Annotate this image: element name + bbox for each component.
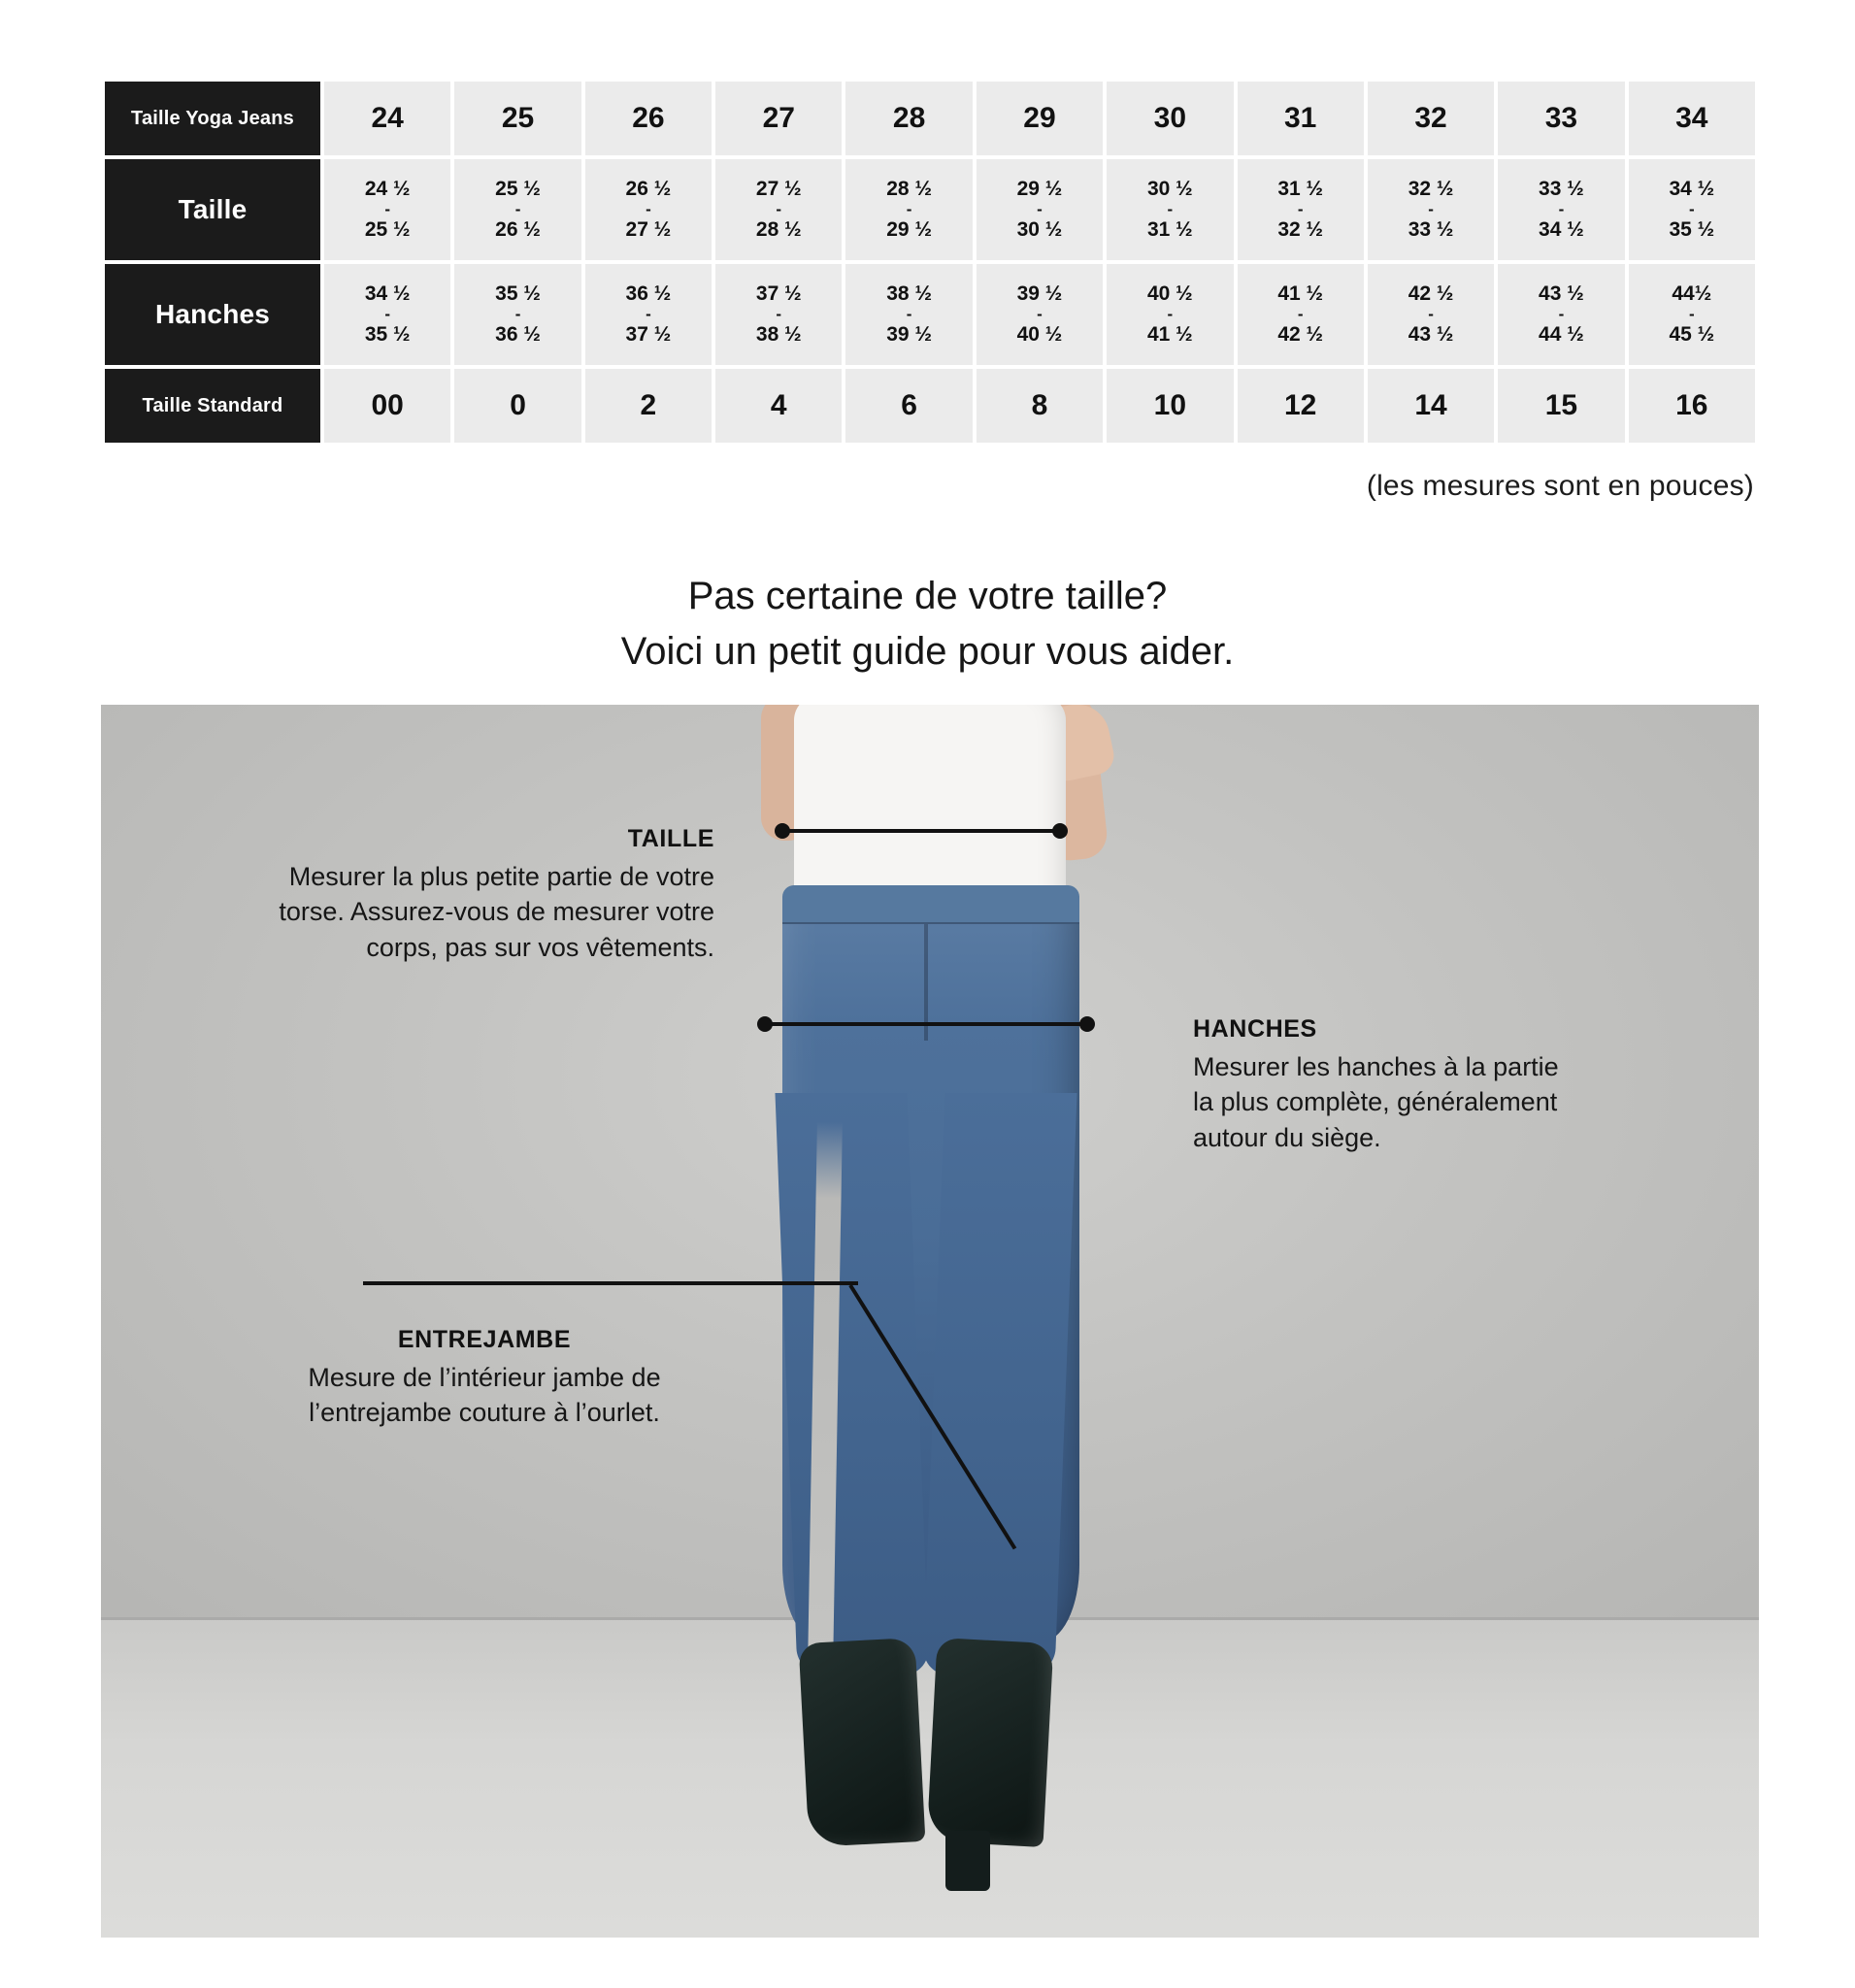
cell-hips-range: 39 ½ - 40 ½: [977, 264, 1103, 365]
waist-point-left: [775, 823, 790, 839]
callout-waist-title: TAILLE: [627, 825, 714, 852]
cell-waist-range: 33 ½ - 34 ½: [1498, 159, 1624, 260]
cell-yoga-size: 30: [1107, 82, 1233, 155]
cell-standard-size: 8: [977, 369, 1103, 443]
cell-standard-size: 6: [845, 369, 972, 443]
cell-waist-range: 24 ½ - 25 ½: [324, 159, 450, 260]
cell-yoga-size: 27: [715, 82, 842, 155]
waist-point-right: [1052, 823, 1068, 839]
cell-standard-size: 2: [585, 369, 712, 443]
cell-hips-range: 38 ½ - 39 ½: [845, 264, 972, 365]
model-left-boot: [799, 1638, 926, 1847]
cell-hips-range: 37 ½ - 38 ½: [715, 264, 842, 365]
row-header-yoga-jeans-size: Taille Yoga Jeans: [105, 82, 320, 155]
cell-yoga-size: 26: [585, 82, 712, 155]
cell-yoga-size: 29: [977, 82, 1103, 155]
cell-waist-range: 27 ½ - 28 ½: [715, 159, 842, 260]
cell-yoga-size: 25: [454, 82, 580, 155]
cell-waist-range: 32 ½ - 33 ½: [1368, 159, 1494, 260]
cell-standard-size: 14: [1368, 369, 1494, 443]
cell-yoga-size: 33: [1498, 82, 1624, 155]
cell-waist-range: 31 ½ - 32 ½: [1238, 159, 1364, 260]
cell-hips-range: 41 ½ - 42 ½: [1238, 264, 1364, 365]
cell-yoga-size: 34: [1629, 82, 1755, 155]
row-header-waist: Taille: [105, 159, 320, 260]
table-row: [105, 82, 1755, 155]
cell-hips-range: 40 ½ - 41 ½: [1107, 264, 1233, 365]
cell-hips-range: 44½ - 45 ½: [1629, 264, 1755, 365]
table-row: [105, 369, 1755, 443]
cell-hips-range: 36 ½ - 37 ½: [585, 264, 712, 365]
callout-inseam: [247, 1326, 722, 1431]
jeans-left-leg: [775, 1093, 929, 1675]
callout-hips-body: Mesurer les hanches à la partie la plus complète, généralement autour du siège.: [1193, 1052, 1559, 1152]
cell-standard-size: 12: [1238, 369, 1364, 443]
callout-hips: [1193, 1015, 1572, 1155]
row-header-hips: Hanches: [105, 264, 320, 365]
cell-yoga-size: 28: [845, 82, 972, 155]
size-table: [101, 78, 1759, 447]
jeans-right-leg: [922, 1093, 1077, 1675]
cell-standard-size: 00: [324, 369, 450, 443]
table-row: [105, 264, 1755, 365]
cell-waist-range: 34 ½ - 35 ½: [1629, 159, 1755, 260]
cell-standard-size: 10: [1107, 369, 1233, 443]
cell-waist-range: 25 ½ - 26 ½: [454, 159, 580, 260]
table-row: [105, 159, 1755, 260]
cell-hips-range: 42 ½ - 43 ½: [1368, 264, 1494, 365]
cell-waist-range: 30 ½ - 31 ½: [1107, 159, 1233, 260]
hips-measure-line: [763, 1022, 1093, 1026]
units-note: (les mesures sont en pouces): [1366, 470, 1754, 502]
hips-point-right: [1079, 1016, 1095, 1032]
model-right-boot: [927, 1638, 1054, 1847]
cell-standard-size: 16: [1629, 369, 1755, 443]
model-figure: [678, 705, 1182, 1938]
inseam-measure-line: [363, 1281, 858, 1285]
cell-waist-range: 28 ½ - 29 ½: [845, 159, 972, 260]
measurement-illustration: [101, 705, 1759, 1938]
callout-hips-title: HANCHES: [1193, 1015, 1317, 1043]
cell-hips-range: 34 ½ - 35 ½: [324, 264, 450, 365]
cell-yoga-size: 24: [324, 82, 450, 155]
page-title: [0, 569, 1855, 679]
cell-standard-size: 4: [715, 369, 842, 443]
boot-heel: [945, 1831, 990, 1891]
hips-point-left: [757, 1016, 773, 1032]
headline-line-2: Voici un petit guide pour vous aider.: [620, 629, 1235, 673]
cell-waist-range: 29 ½ - 30 ½: [977, 159, 1103, 260]
cell-standard-size: 15: [1498, 369, 1624, 443]
size-chart: [101, 78, 1759, 447]
cell-hips-range: 35 ½ - 36 ½: [454, 264, 580, 365]
callout-inseam-title: ENTREJAMBE: [397, 1326, 572, 1353]
cell-hips-range: 43 ½ - 44 ½: [1498, 264, 1624, 365]
callout-waist: [248, 825, 714, 965]
callout-waist-body: Mesurer la plus petite partie de votre torse. Assurez-vous de mesurer votre corps, pas sur vos vêtements.: [279, 862, 714, 962]
cell-standard-size: 0: [454, 369, 580, 443]
cell-waist-range: 26 ½ - 27 ½: [585, 159, 712, 260]
callout-inseam-body: Mesure de l’intérieur jambe de l’entrejambe couture à l’ourlet.: [308, 1363, 661, 1428]
waist-measure-line: [780, 829, 1066, 833]
headline-line-1: Pas certaine de votre taille?: [687, 575, 1168, 617]
cell-yoga-size: 32: [1368, 82, 1494, 155]
cell-yoga-size: 31: [1238, 82, 1364, 155]
row-header-standard-size: Taille Standard: [105, 369, 320, 443]
